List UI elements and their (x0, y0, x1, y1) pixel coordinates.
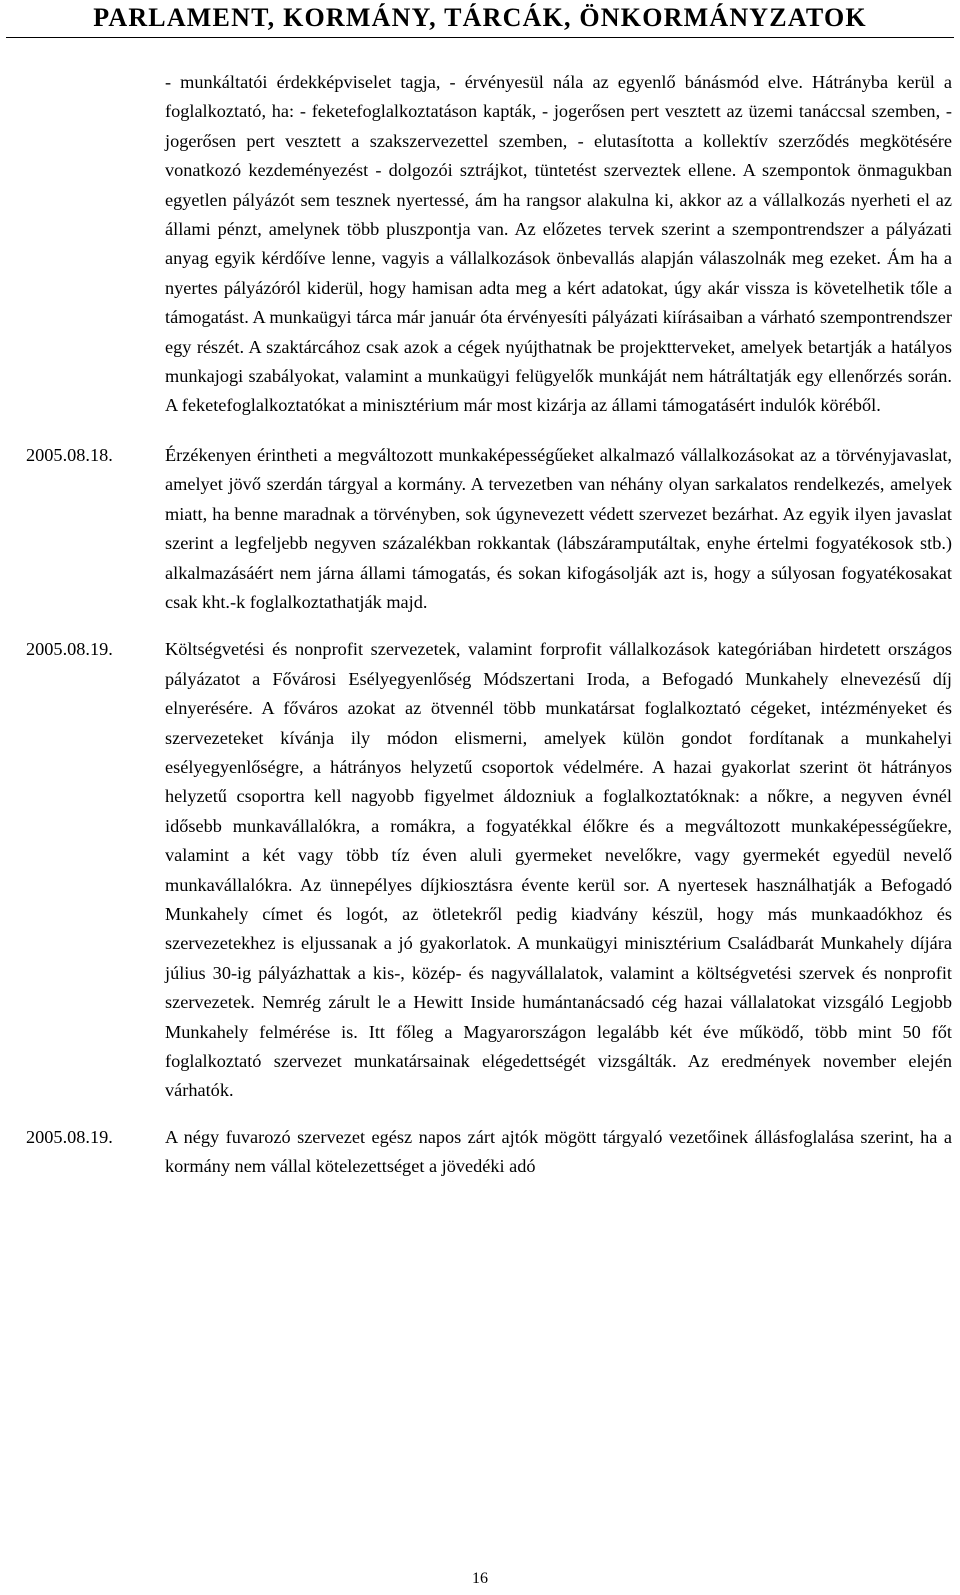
entry-date: 2005.08.19. (26, 639, 113, 660)
page-header (0, 0, 960, 40)
header-rule (6, 37, 954, 38)
news-entry (26, 1123, 952, 1182)
entry-text: - munkáltatói érdekképviselet tagja, - érvényesül nála az egyenlő bánásmód elve. Hátrányba kerül a foglalkoztató, ha: - feketefoglalkoztatáson kapták, - jogerősen pert vesztett az üzemi tanáccsal szemben, - jogerősen pert vesztett a szakszervezettel szemben, - elutasította a kollektív szerződés megkötésére vonatkozó kezdeményezést - dolgozói sztrájkot, tüntetést szerveztek ellene. A szempontok önmagukban egyetlen pályázót sem tesznek nyertessé, ám ha rangsor alakulna ki, akkor az a vállalkozás nyerheti el az állami pénzt, amelynek több pluszpontja van. Az előzetes tervek szerint a szempontrendszer a pályázati anyag egyik kérdőíve lenne, vagyis a vállalkozások önbevallás alapján válaszolnák meg ezeket. Ám ha a nyertes pályázóról kiderül, hogy hamisan adta meg a kért adatokat, úgy akár vissza is követelhetik tőle a támogatást. A munkaügyi tárca már január óta érvényesíti pályázati kiírásaiban a várható szempontrendszer egy részét. A szaktárcához csak azok a cégek nyújthatnak be projektterveket, amelyek betartják a hatályos munkajogi szabályokat, valamint a munkaügyi felügyelők munkáját nem hátráltatják egy ellenőrzés során. A feketefoglalkoztatókat a minisztérium már most kizárja az állami támogatásért indulók köréből. (165, 72, 952, 416)
entry-text: Költségvetési és nonprofit szervezetek, valamint forprofit vállalkozások kategóriában hirdetett országos pályázatot a Fővárosi Esélyegyenlőség Módszertani Iroda, a Befogadó Munkahely elnevezésű díj elnyerésére. A főváros azokat az ötvennél több munkatársat foglalkoztató cégeket, intézményeket és szervezeteket kívánja ily módon elismerni, amelyek külön gondot fordítanak a munkahelyi esélyegyenlőségre, a hátrányos helyzetű csoportok védelmére. A hazai gyakorlat szerint öt hátrányos helyzetű csoportra kell nagyobb figyelmet áldozniuk a foglalkoztatóknak: a nőkre, a negyven évnél idősebb munkavállalókra, a romákra, a fogyatékkal élőkre és a megváltozott munkaképességűekre, valamint a két vagy több tíz éven aluli gyermeket nevelőkre, vagy gyermekét egyedül nevelő munkavállalókra. Az ünnepélyes díjkiosztásra évente kerül sor. A nyertesek használhatják a Befogadó Munkahely címet és logót, az ötletekről pedig kiadvány készül, hogy más munkaadókhoz és szervezetekhez is eljussanak a jó gyakorlatok. A munkaügyi minisztérium Családbarát Munkahely díjára július 30-ig pályázhattak a kis-, közép- és nagyvállalatok, valamint a költségvetési szervek és nonprofit szervezetek. Nemrég zárult le a Hewitt Inside humántanácsadó cég hazai vállalatokat vizsgáló Legjobb Munkahely felmérése is. Itt főleg a Magyarországon legalább két éve működő, több mint 50 főt foglalkoztató szervezet munkatársainak elégedettségét vizsgálták. Az eredmények november elején várhatók. (165, 639, 952, 1101)
news-entry-continued (26, 68, 952, 441)
entry-text: A négy fuvarozó szervezet egész napos zárt ajtók mögött tárgyaló vezetőinek állásfoglalása szerint, ha a kormány nem vállal kötelezettséget a jövedéki adó (165, 1126, 952, 1177)
news-entry (26, 441, 952, 635)
entry-date: 2005.08.18. (26, 444, 113, 465)
header-title: PARLAMENT, KORMÁNY, TÁRCÁK, ÖNKORMÁNYZATOK (93, 3, 867, 32)
news-entries (26, 68, 952, 1182)
entry-date: 2005.08.19. (26, 1126, 113, 1147)
news-entry (26, 635, 952, 1123)
entry-text: Érzékenyen érintheti a megváltozott munkaképességűeket alkalmazó vállalkozásokat az a törvényjavaslat, amelyet jövő szerdán tárgyal a kormány. A tervezetben van néhány olyan sarkalatos rendelkezés, amelyek miatt, ha benne maradnak a törvényben, sok úgynevezett védett szervezet bezárhat. Az egyik ilyen javaslat szerint a legfeljebb negyven százalékban rokkantak (lábszáramputáltak, enyhe értelmi fogyatékosok stb.) alkalmazásáért nem járna állami támogatás, és sokan kifogásolják azt is, hogy a súlyosan fogyatékosakat csak kht.-k foglalkoztathatják majd. (165, 444, 952, 612)
page-number: 16 (472, 1570, 488, 1587)
